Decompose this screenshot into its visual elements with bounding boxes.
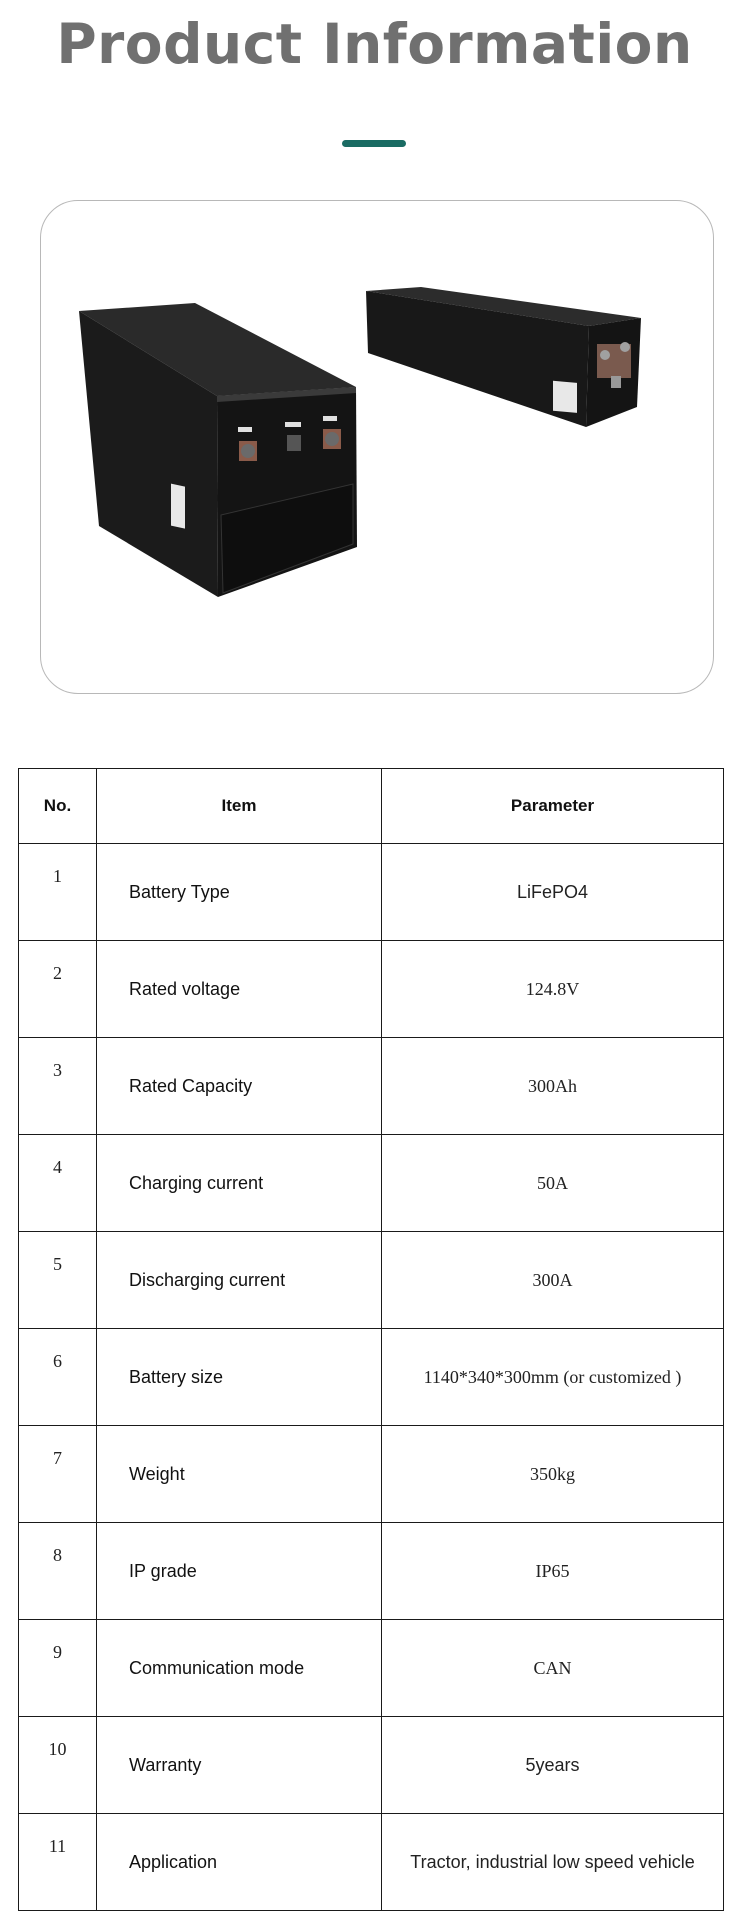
row-number: 9 <box>19 1620 97 1717</box>
header-item: Item <box>97 769 382 844</box>
row-parameter: Tractor, industrial low speed vehicle <box>382 1814 724 1911</box>
row-number: 1 <box>19 844 97 941</box>
row-number: 8 <box>19 1523 97 1620</box>
row-item: Communication mode <box>97 1620 382 1717</box>
row-parameter: LiFePO4 <box>382 844 724 941</box>
table-header-row <box>19 769 724 844</box>
row-item: Charging current <box>97 1135 382 1232</box>
spec-table <box>18 768 724 1911</box>
table-row <box>19 1426 724 1523</box>
row-item: Discharging current <box>97 1232 382 1329</box>
table-row <box>19 1620 724 1717</box>
row-item: Battery Type <box>97 844 382 941</box>
row-item: IP grade <box>97 1523 382 1620</box>
row-number: 3 <box>19 1038 97 1135</box>
row-number: 10 <box>19 1717 97 1814</box>
table-row <box>19 844 724 941</box>
row-parameter: IP65 <box>382 1523 724 1620</box>
row-item: Application <box>97 1814 382 1911</box>
row-item: Weight <box>97 1426 382 1523</box>
table-row <box>19 1329 724 1426</box>
table-row <box>19 1135 724 1232</box>
row-item: Warranty <box>97 1717 382 1814</box>
row-parameter: 350kg <box>382 1426 724 1523</box>
table-row <box>19 1232 724 1329</box>
table-row <box>19 1717 724 1814</box>
header-parameter: Parameter <box>382 769 724 844</box>
row-number: 4 <box>19 1135 97 1232</box>
table-row <box>19 1814 724 1911</box>
row-number: 6 <box>19 1329 97 1426</box>
header-no: No. <box>19 769 97 844</box>
row-parameter: 50A <box>382 1135 724 1232</box>
product-photo-frame <box>40 200 714 694</box>
row-item: Battery size <box>97 1329 382 1426</box>
row-parameter: 1140*340*300mm (or customized ) <box>382 1329 724 1426</box>
row-item: Rated Capacity <box>97 1038 382 1135</box>
row-parameter: CAN <box>382 1620 724 1717</box>
row-parameter: 124.8V <box>382 941 724 1038</box>
row-number: 5 <box>19 1232 97 1329</box>
title-accent-bar <box>342 140 406 147</box>
row-parameter: 300A <box>382 1232 724 1329</box>
row-number: 2 <box>19 941 97 1038</box>
table-row <box>19 1523 724 1620</box>
page-title: Product Information <box>56 12 693 76</box>
row-parameter: 5years <box>382 1717 724 1814</box>
row-number: 11 <box>19 1814 97 1911</box>
row-number: 7 <box>19 1426 97 1523</box>
table-row <box>19 941 724 1038</box>
row-item: Rated voltage <box>97 941 382 1038</box>
table-row <box>19 1038 724 1135</box>
battery-pack-photo <box>41 201 713 693</box>
row-parameter: 300Ah <box>382 1038 724 1135</box>
